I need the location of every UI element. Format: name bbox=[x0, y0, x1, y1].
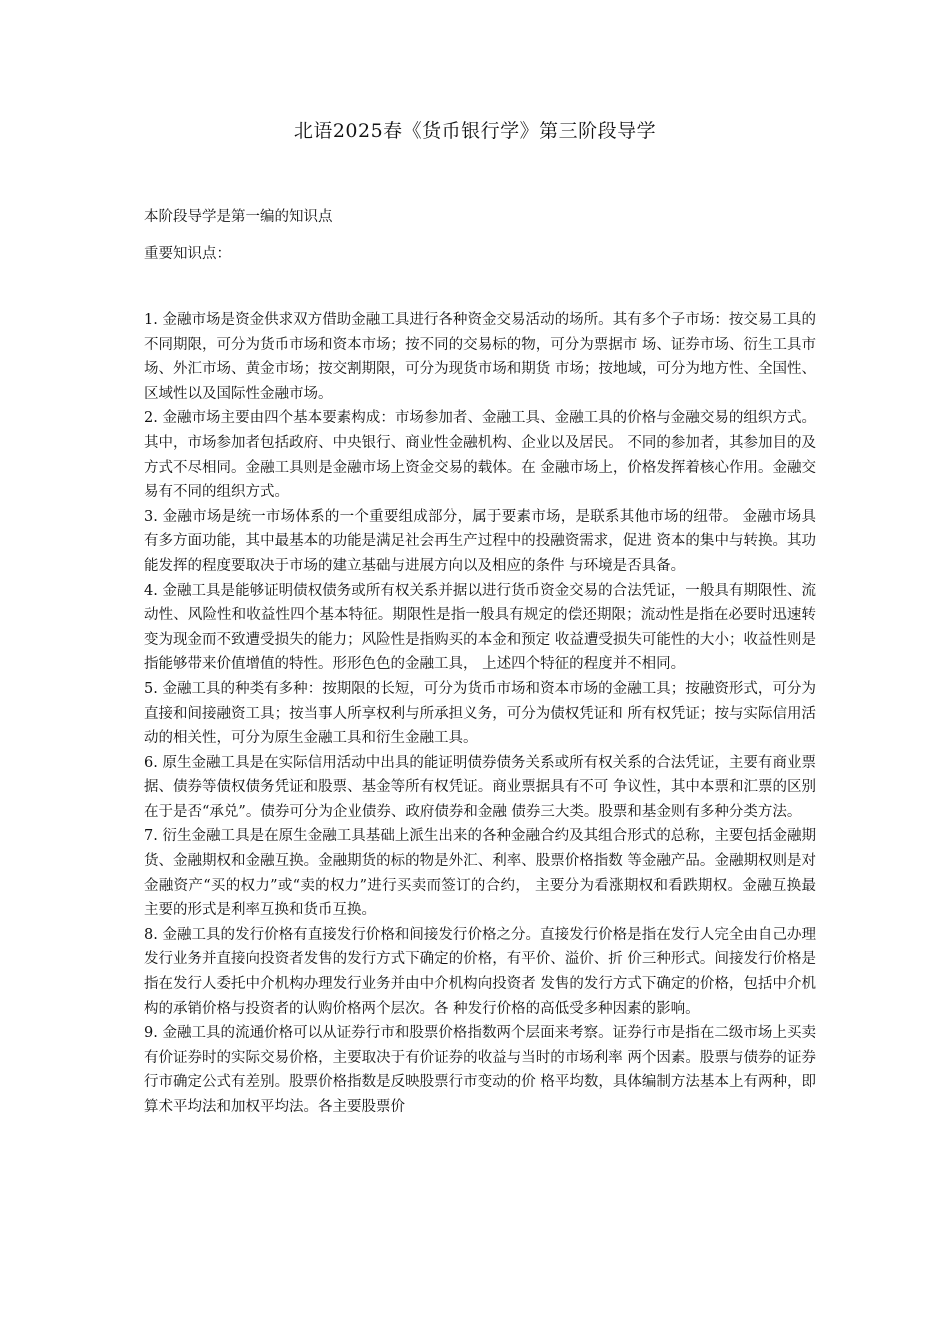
knowledge-point-4: 4. 金融工具是能够证明债权债务或所有权关系并据以进行货币资金交易的合法凭证，一般具有期限性、流动性、风险性和收益性四个基本特征。期限性是指一般具有规定的偿还期限；流动性是指在必要时迅速转变为现金而不致遭受损失的能力；风险性是指购买的本金和预定 收益遭受损失可能性的大小；收益性则是指能够带来价值增值的特性。形形色色的金融工具， 上述四个特征的程度并不相同。 bbox=[144, 582, 816, 673]
document-title: 北语2025春《货币银行学》第三阶段导学 bbox=[293, 120, 657, 142]
knowledge-point-7: 7. 衍生金融工具是在原生金融工具基础上派生出来的各种金融合约及其组合形式的总称，主要包括金融期货、金融期权和金融互换。金融期货的标的物是外汇、利率、股票价格指数 等金融产品。金融期权则是对金融资产“买的权力”或“卖的权力”进行买卖而签订的合约， 主要分为看涨期权和看跌期权。金融互换最主要的形式是利率互换和货币互换。 bbox=[144, 828, 816, 919]
subheading: 重要知识点： bbox=[144, 246, 231, 262]
knowledge-point-9: 9. 金融工具的流通价格可以从证券行市和股票价格指数两个层面来考察。证券行市是指在二级市场上买卖有价证券时的实际交易价格，主要取决于有价证券的收益与当时的市场利率 两个因素。股票与债券的证券行市确定公式有差别。股票价格指数是反映股票行市变动的价 格平均数，具体编制方法基本上有两种，即算术平均法和加权平均法。各主要股票价 bbox=[144, 1025, 816, 1115]
knowledge-point-2: 2. 金融市场主要由四个基本要素构成：市场参加者、金融工具、金融工具的价格与金融交易的组织方式。其中，市场参加者包括政府、中央银行、商业性金融机构、企业以及居民。 不同的参加者，其参加目的及方式不尽相同。金融工具则是金融市场上资金交易的载体。在 金融市场上，价格发挥着核心作用。金融交易有不同的组织方式。 bbox=[144, 410, 816, 501]
knowledge-point-3: 3. 金融市场是统一市场体系的一个重要组成部分，属于要素市场，是联系其他市场的纽带。 金融市场具有多方面功能，其中最基本的功能是满足社会再生产过程中的投融资需求，促进 资本的集中与转换。其功能发挥的程度要取决于市场的建立基础与进展方向以及相应的条件 与环境是否具备。 bbox=[144, 508, 816, 574]
knowledge-point-6: 6. 原生金融工具是在实际信用活动中出具的能证明债券债务关系或所有权关系的合法凭证，主要有商业票据、债券等债权债务凭证和股票、基金等所有权凭证。商业票据具有不可 争议性，其中本票和汇票的区别在于是否“承兑”。债券可分为企业债券、政府债券和金融 债券三大类。股票和基金则有多种分类方法。 bbox=[144, 754, 816, 820]
knowledge-point-8: 8. 金融工具的发行价格有直接发行价格和间接发行价格之分。直接发行价格是指在发行人完全由自己办理发行业务并直接向投资者发售的发行方式下确定的价格，有平价、溢价、折 价三种形式。间接发行价格是指在发行人委托中介机构办理发行业务并由中介机构向投资者 发售的发行方式下确定的价格，包括中介机构的承销价格与投资者的认购价格两个层次。各 种发行价格的高低受多种因素的影响。 bbox=[144, 926, 816, 1017]
intro-text: 本阶段导学是第一编的知识点 bbox=[144, 209, 333, 225]
knowledge-point-5: 5. 金融工具的种类有多种：按期限的长短，可分为货币市场和资本市场的金融工具；按融资形式，可分为直接和间接融资工具；按当事人所享权利与所承担义务，可分为债权凭证和 所有权凭证；按与实际信用活动的相关性，可分为原生金融工具和衍生金融工具。 bbox=[144, 680, 816, 747]
knowledge-points bbox=[144, 308, 816, 1120]
knowledge-point-1: 1. 金融市场是资金供求双方借助金融工具进行各种资金交易活动的场所。其有多个子市场：按交易工具的不同期限，可分为货币市场和资本市场；按不同的交易标的物，可分为票据市 场、证券市场、衍生工具市场、外汇市场、黄金市场；按交割期限，可分为现货市场和期货 市场；按地域，可分为地方性、全国性、区域性以及国际性金融市场。 bbox=[144, 312, 816, 402]
